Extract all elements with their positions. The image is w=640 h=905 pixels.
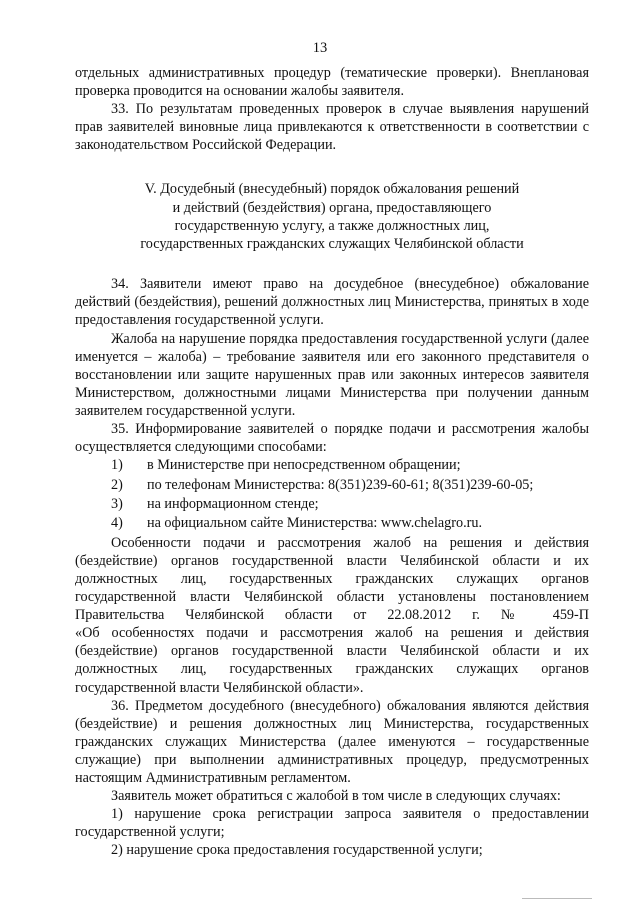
section-heading-line: и действий (бездействия) органа, предоставляющего [172, 199, 492, 216]
paragraph-33: 33. По результатам проведенных проверок в случае выявления нарушений прав заявителей виновные лица привлекаются к ответственности в соответствии с законодательством Российской Федерации. [75, 101, 589, 154]
section-heading-line: V. Досудебный (внесудебный) порядок обжалования решений [144, 181, 520, 198]
paragraph-35: 35. Информирование заявителей о порядке подачи и рассмотрения жалобы осуществляется следующими способами: [75, 421, 589, 456]
paragraph-34: 34. Заявители имеют право на досудебное (внесудебное) обжалование действий (бездействия), решений должностных лиц Министерства, принятых в ходе предоставления государственной услуги. [75, 276, 589, 329]
paragraph-features-decree: Правительства Челябинской области от 22.08.2012 г. № 459-П [75, 607, 589, 624]
list-item [75, 514, 589, 533]
page-number: 13 [312, 40, 328, 56]
page-content [75, 64, 589, 859]
list-item-text: по телефонам Министерства: 8(351)239-60-61; 8(351)239-60-05; [147, 476, 534, 493]
case-item: 2) нарушение срока предоставления государственной услуги; [111, 842, 483, 859]
section-heading-line: государственную услугу, а также должностных лиц, [174, 217, 490, 234]
section-heading [75, 180, 589, 253]
list-item-text: на информационном стенде; [147, 496, 319, 512]
list-item-number: 1) [111, 457, 123, 474]
list-35 [75, 456, 589, 534]
list-item [75, 495, 589, 514]
list-item-number: 4) [111, 515, 123, 532]
paragraph-cases: Заявитель может обратиться с жалобой в том числе в следующих случаях: [111, 788, 561, 805]
list-item-number: 2) [111, 476, 123, 493]
list-item-text: на официальном сайте Министерства: www.chelagro.ru. [147, 515, 483, 532]
section-heading-line: государственных гражданских служащих Челябинской области [140, 236, 524, 253]
page-edge-mark [522, 898, 592, 899]
list-item [75, 476, 589, 495]
paragraph-features-title: «Об особенностях подачи и рассмотрения жалоб на решения и действия (бездействие) органов государственной власти Челябинской области и их должностных лиц, государственных гражданских служащих органов государственной власти Челябинской области». [75, 625, 589, 696]
paragraph-complaint: Жалоба на нарушение порядка предоставления государственной услуги (далее именуется – жалоба) – требование заявителя или его законного представителя о восстановлении или защите нарушенных прав или законных интересов заявителя Министерством, должностными лицами Министерства при получении данным заявителем государственной услуги. [75, 330, 589, 419]
paragraph-intro: отдельных административных процедур (тематические проверки). Внеплановая проверка проводится на основании жалобы заявителя. [75, 65, 589, 100]
list-item [75, 456, 589, 475]
list-item-number: 3) [111, 496, 123, 512]
paragraph-features: Особенности подачи и рассмотрения жалоб на решения и действия (бездействие) органов государственной власти Челябинской области и их должностных лиц, государственных гражданских служащих органов государственной власти Челябинской области установлены постановлением [75, 534, 589, 606]
paragraph-36: 36. Предметом досудебного (внесудебного) обжалования являются действия (бездействие) и решения должностных лиц Министерства, государственных гражданских служащих Министерства (далее именуются – государственные служащие) при выполнении административных процедур, предусмотренных настоящим Административным регламентом. [75, 697, 589, 786]
list-item-text: в Министерстве при непосредственном обращении; [147, 457, 461, 474]
case-item: 1) нарушение срока регистрации запроса заявителя о предоставлении государственной услуги; [75, 806, 589, 841]
